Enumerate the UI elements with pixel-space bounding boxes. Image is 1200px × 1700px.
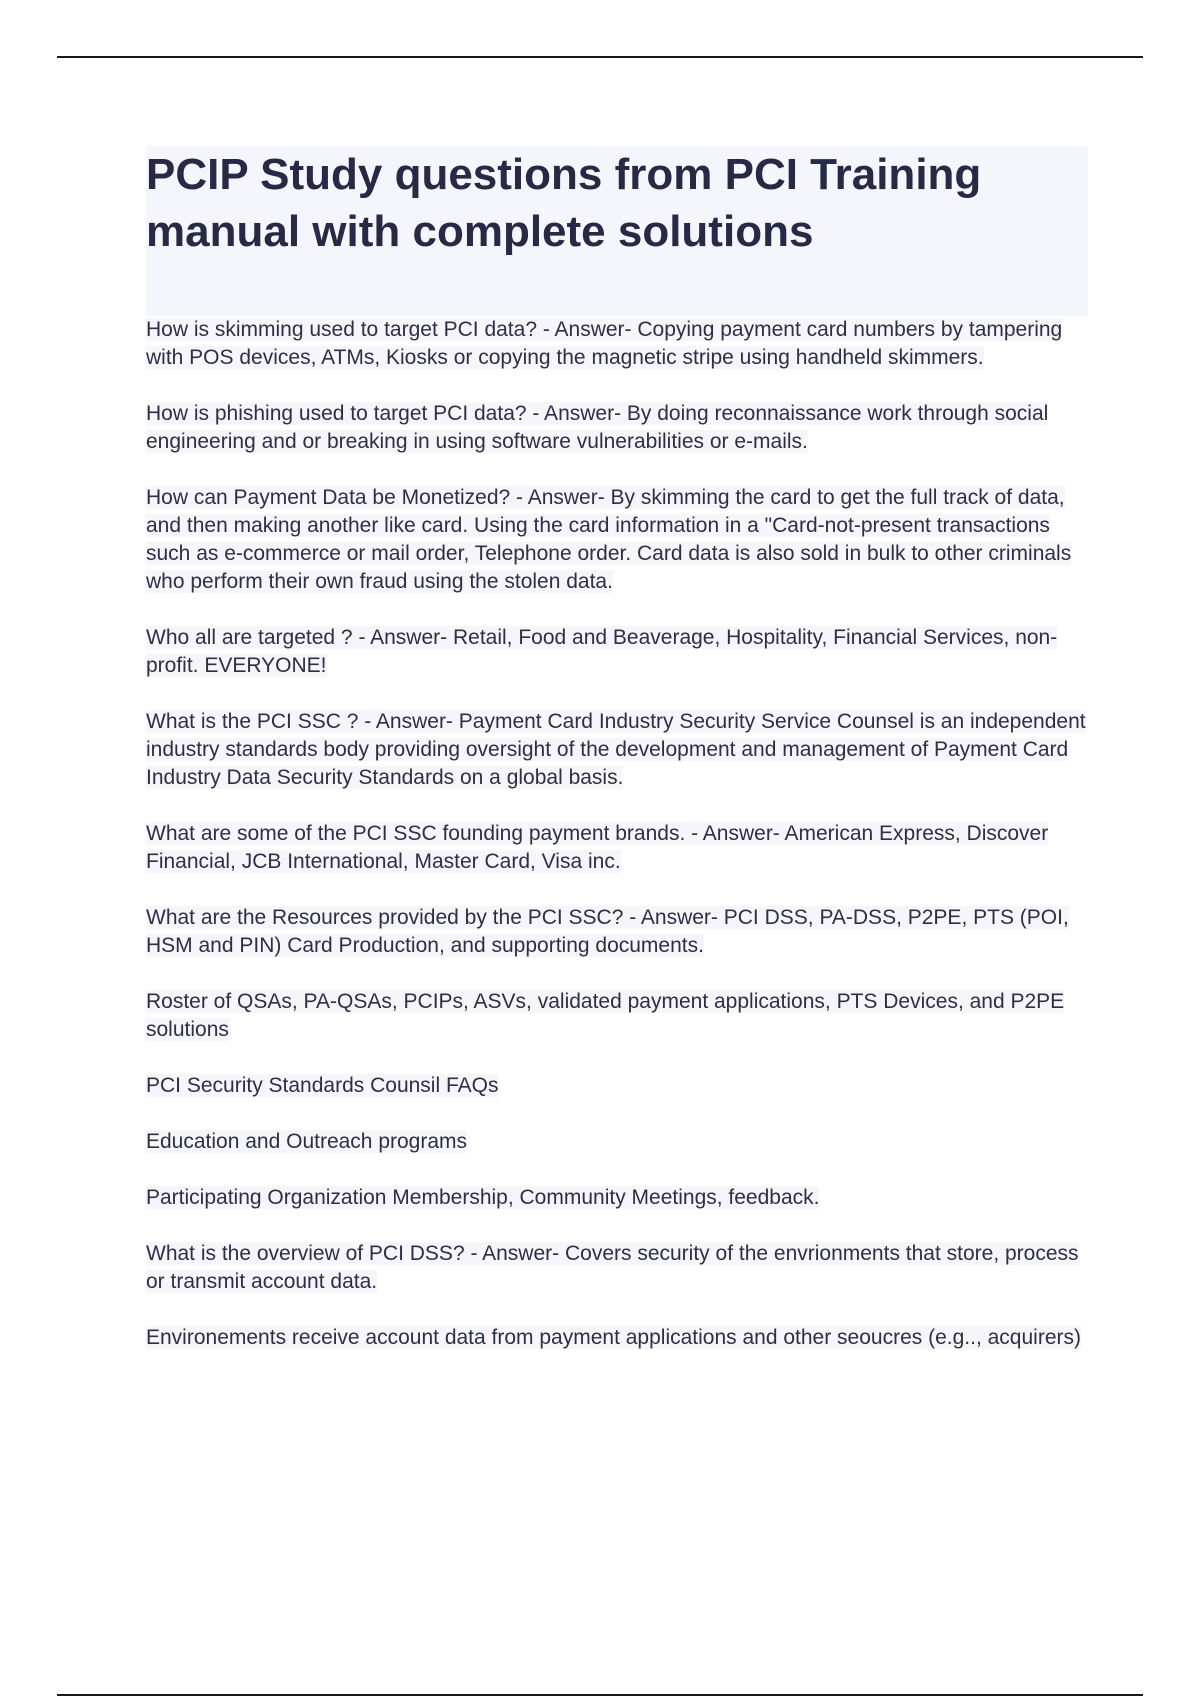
- qa-entry-text: What is the PCI SSC ? - Answer- Payment Card Industry Security Service Counsel is an independent industry standards body providing oversight of the development and management of Payment Card Industry Data Security Standards on a global basis.: [146, 710, 1086, 789]
- bottom-rule: [57, 1694, 1143, 1696]
- title-block: [146, 146, 1088, 316]
- qa-entry-text: How can Payment Data be Monetized? - Answer- By skimming the card to get the full track of data, and then making another like card. Using the card information in a "Card-not-present transactions such as e-commerce or mail order, Telephone order. Card data is also sold in bulk to other criminals who perform their own fraud using the stolen data.: [146, 486, 1072, 593]
- qa-entry-text: What are some of the PCI SSC founding payment brands. - Answer- American Express, Discover Financial, JCB International, Master Card, Visa inc.: [146, 822, 1049, 873]
- qa-entry: [146, 820, 1088, 876]
- qa-entry: [146, 708, 1088, 792]
- qa-entry: [146, 1128, 1088, 1156]
- qa-list: [146, 316, 1088, 1352]
- document-title: PCIP Study questions from PCI Training manual with complete solutions: [146, 150, 982, 256]
- qa-entry-text: What is the overview of PCI DSS? - Answer- Covers security of the envrionments that store, process or transmit account data.: [146, 1242, 1079, 1293]
- qa-entry: [146, 400, 1088, 456]
- qa-entry: [146, 1072, 1088, 1100]
- qa-entry-text: What are the Resources provided by the PCI SSC? - Answer- PCI DSS, PA-DSS, P2PE, PTS (POI, HSM and PIN) Card Production, and supporting documents.: [146, 906, 1069, 957]
- qa-entry-text: How is phishing used to target PCI data? - Answer- By doing reconnaissance work through social engineering and or breaking in using software vulnerabilities or e-mails.: [146, 402, 1049, 453]
- qa-entry-text: How is skimming used to target PCI data? - Answer- Copying payment card numbers by tampering with POS devices, ATMs, Kiosks or copying the magnetic stripe using handheld skimmers.: [146, 318, 1063, 369]
- qa-entry: [146, 1240, 1088, 1296]
- document-page: [146, 146, 1088, 1380]
- qa-entry-text: Environements receive account data from payment applications and other seoucres (e.g.., acquirers): [146, 1326, 1081, 1349]
- qa-entry-text: PCI Security Standards Counsil FAQs: [146, 1074, 499, 1097]
- qa-entry-text: Roster of QSAs, PA-QSAs, PCIPs, ASVs, validated payment applications, PTS Devices, and P2PE solutions: [146, 990, 1065, 1041]
- qa-entry: [146, 484, 1088, 596]
- qa-entry: [146, 1324, 1088, 1352]
- qa-entry: [146, 624, 1088, 680]
- qa-entry-text: Education and Outreach programs: [146, 1130, 468, 1153]
- qa-entry: [146, 316, 1088, 372]
- qa-entry-text: Participating Organization Membership, Community Meetings, feedback.: [146, 1186, 820, 1209]
- qa-entry-text: Who all are targeted ? - Answer- Retail, Food and Beaverage, Hospitality, Financial Services, non-profit. EVERYONE!: [146, 626, 1058, 677]
- qa-entry: [146, 988, 1088, 1044]
- qa-entry: [146, 904, 1088, 960]
- top-rule: [57, 56, 1143, 58]
- qa-entry: [146, 1184, 1088, 1212]
